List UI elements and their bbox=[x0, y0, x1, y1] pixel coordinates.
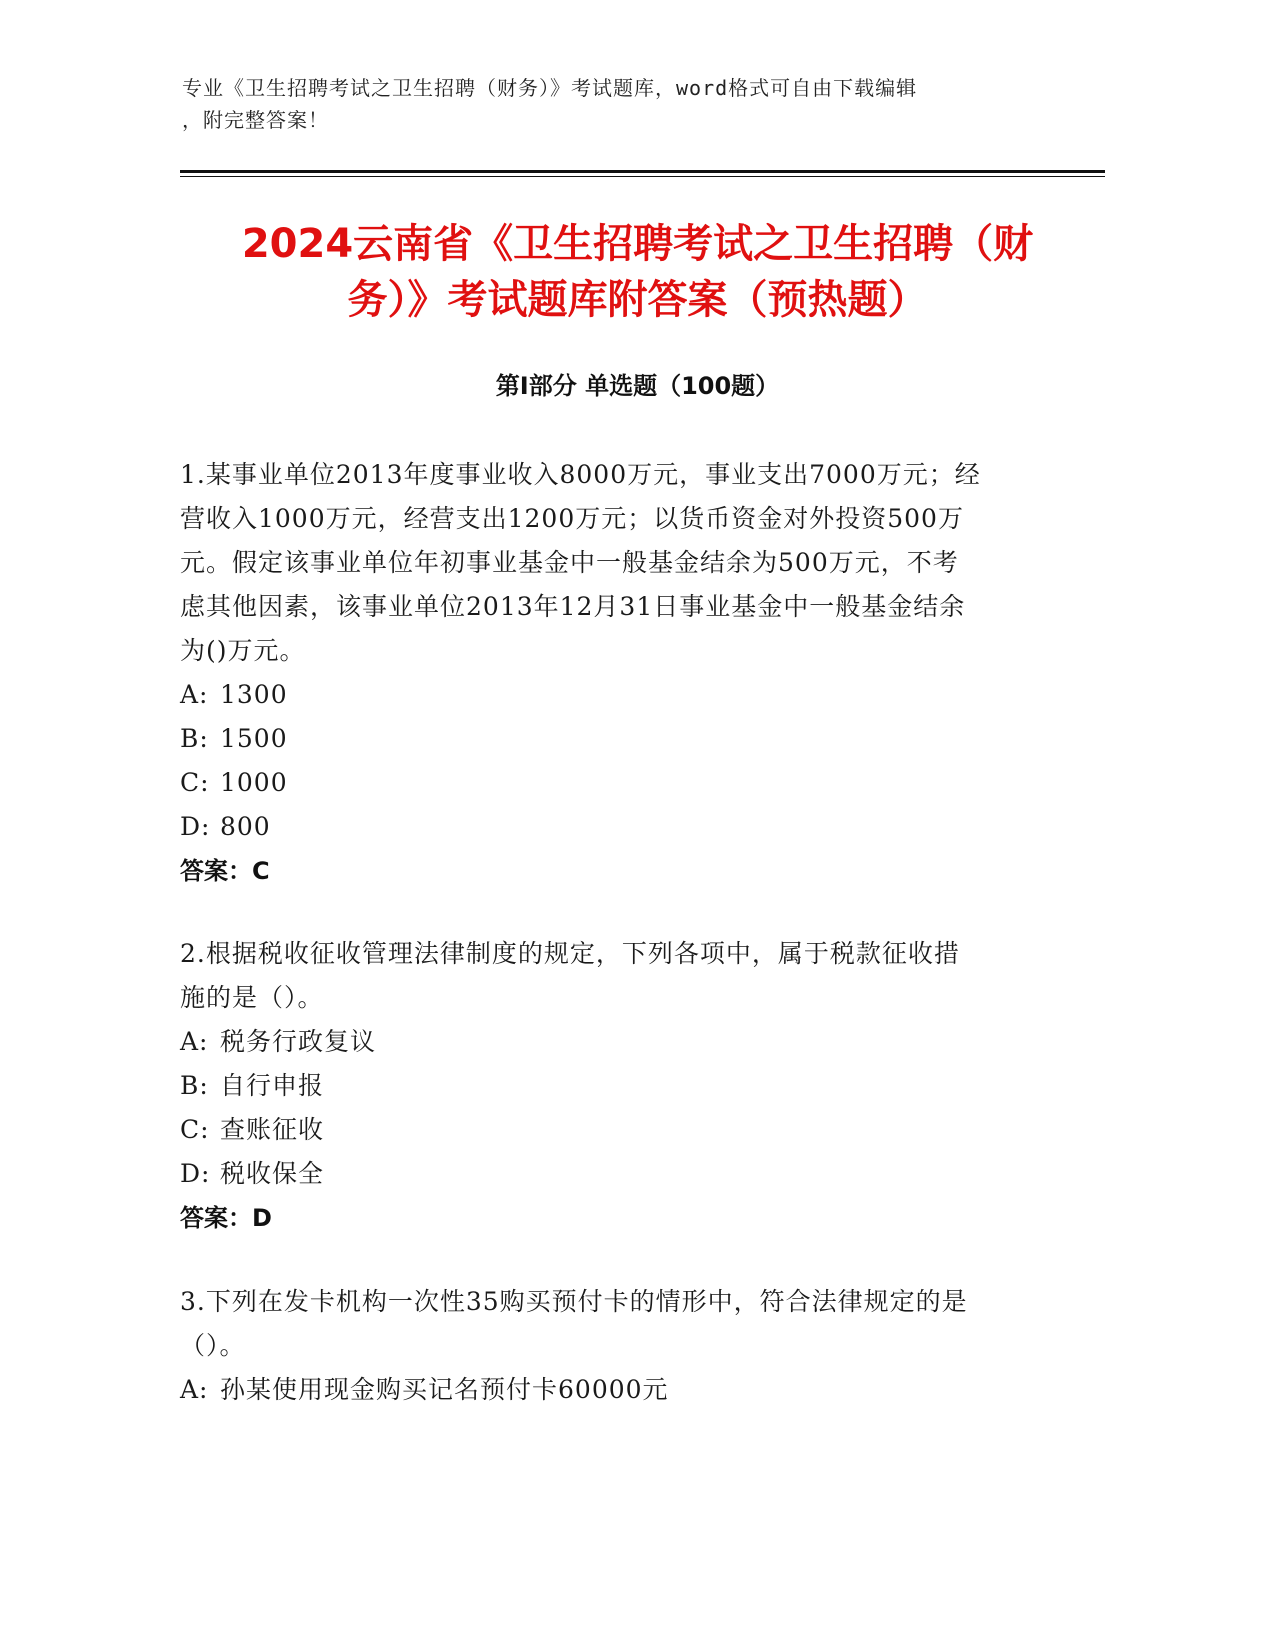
option-key: C: bbox=[180, 1115, 210, 1144]
option-text: 1500 bbox=[220, 724, 288, 753]
option-key: D: bbox=[180, 1159, 211, 1188]
question-3-line: （）。 bbox=[180, 1331, 246, 1360]
option-key: A: bbox=[180, 680, 209, 709]
question-1-line: 为()万元。 bbox=[180, 636, 306, 665]
question-1-option-a bbox=[180, 673, 1040, 717]
option-text: 自行申报 bbox=[220, 1071, 325, 1100]
document-title-line-2: 务）》考试题库附答案（预热题） bbox=[347, 277, 928, 323]
option-key: C: bbox=[180, 768, 210, 797]
question-3-option-a bbox=[180, 1368, 1040, 1412]
question-2-line: 施的是（）。 bbox=[180, 983, 324, 1012]
question-3 bbox=[180, 1280, 1040, 1412]
option-key: A: bbox=[180, 1375, 209, 1404]
question-2-option-a bbox=[180, 1020, 1040, 1064]
option-text: 800 bbox=[220, 812, 271, 841]
question-2-option-d bbox=[180, 1152, 1040, 1196]
header-divider-thick bbox=[180, 170, 1105, 173]
question-1-answer: 答案：C bbox=[180, 857, 270, 885]
option-text: 税收保全 bbox=[220, 1159, 325, 1188]
question-1-line: 虑其他因素，该事业单位2013年12月31日事业基金中一般基金结余 bbox=[180, 592, 966, 621]
option-text: 税务行政复议 bbox=[220, 1027, 377, 1056]
option-text: 1000 bbox=[220, 768, 288, 797]
question-1-option-b bbox=[180, 717, 1040, 761]
document-title bbox=[150, 216, 1125, 328]
option-key: A: bbox=[180, 1027, 209, 1056]
question-1-line: 1.某事业单位2013年度事业收入8000万元，事业支出7000万元；经 bbox=[180, 460, 981, 489]
header-note-line-2: ，附完整答案！ bbox=[182, 108, 329, 132]
header-note bbox=[182, 72, 1062, 136]
document-title-line-1: 2024云南省《卫生招聘考试之卫生招聘（财 bbox=[241, 221, 1034, 267]
header-note-line-1: 专业《卫生招聘考试之卫生招聘（财务）》考试题库，word格式可自由下载编辑 bbox=[182, 76, 918, 100]
question-2-answer: 答案：D bbox=[180, 1204, 272, 1232]
option-key: B: bbox=[180, 724, 209, 753]
question-1-line: 元。假定该事业单位年初事业基金中一般基金结余为500万元，不考 bbox=[180, 548, 959, 577]
section-heading: 第I部分 单选题（100题） bbox=[495, 372, 780, 400]
question-2-option-c bbox=[180, 1108, 1040, 1152]
question-1 bbox=[180, 453, 1040, 893]
option-text: 查账征收 bbox=[220, 1115, 325, 1144]
option-key: D: bbox=[180, 812, 211, 841]
question-2-line: 2.根据税收征收管理法律制度的规定，下列各项中，属于税款征收措 bbox=[180, 939, 960, 968]
question-2-option-b bbox=[180, 1064, 1040, 1108]
question-1-option-c bbox=[180, 761, 1040, 805]
option-text: 孙某使用现金购买记名预付卡60000元 bbox=[220, 1375, 669, 1404]
question-2 bbox=[180, 932, 1040, 1240]
option-key: B: bbox=[180, 1071, 209, 1100]
question-1-line: 营收入1000万元，经营支出1200万元；以货币资金对外投资500万 bbox=[180, 504, 964, 533]
header-divider-thin bbox=[180, 176, 1105, 177]
option-text: 1300 bbox=[220, 680, 288, 709]
question-3-line: 3.下列在发卡机构一次性35购买预付卡的情形中，符合法律规定的是 bbox=[180, 1287, 968, 1316]
question-1-option-d bbox=[180, 805, 1040, 849]
